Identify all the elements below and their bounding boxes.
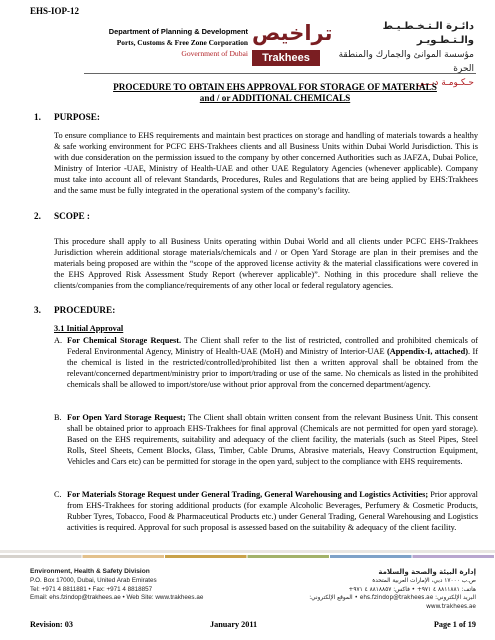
scope-text: This procedure shall apply to all Business Units operating within Dubai World and all clients under PCFC EHS-Trakhees Jurisdiction wherein additional storage materials/chemicals and / or Open Yard Storage are plan in their premises and the materials being proposed are within the “scope of the approved license activity & the material classifications were covered in the EHS Approved Risk Assessment Study Report (wherever applicable)”. Nothing in this procedure shall relieve the clients/companies from the compliance/requirements of any other local or federal regulatory agencies. [54,237,478,291]
item-lead: For Open Yard Storage Request; [67,413,186,422]
item-text: The Client shall refer to the list of restricted, controlled and prohibited chemicals of Federal Environmental Agency, Ministry of Health-UAE (MoH) and Ministry of Interior-UAE [67,336,479,357]
footer-division-name: Environment, Health & Safety Division [30,568,150,575]
footer-phone: Tel: +971 4 8811881 • Fax: +971 4 8818857 [30,585,153,593]
initial-approval-subheading: 3.1 Initial Approval [54,324,124,333]
footer-bar-segment [413,555,495,558]
appendix-reference: (Appendix-I, attached) [386,347,468,357]
footer-address-arabic: ص.ب ١٧٠٠٠ دبي، الإمارات العربية المتحدة [372,577,476,584]
department-name-arabic [324,20,474,90]
footer-address: P.O. Box 17000, Dubai, United Arab Emirates [30,576,157,584]
item-body [67,335,478,390]
footer-bar-band [0,550,495,553]
footer-bar-segment [330,555,412,558]
department-arabic-line-3: حـكـومـة دبـــي [416,78,474,88]
revision-date: January 2011 [210,620,258,629]
item-lead: For Materials Storage Request under General Trading, General Warehousing and Logistics Activities; [67,490,429,499]
purpose-heading-text: PURPOSE: [54,112,100,122]
trakhees-logo [252,20,333,72]
procedure-item-b [54,412,478,467]
document-id: EHS-IOP-12 [30,6,80,16]
procedure-number: 3. [34,305,41,315]
item-body [67,489,478,533]
procedure-item-c [54,489,478,533]
procedure-heading-text: PROCEDURE: [54,305,116,315]
department-name-english [88,26,248,59]
footer-color-bars [0,548,495,566]
procedure-heading [0,305,495,317]
scope-heading [0,211,495,223]
document-title [60,82,490,104]
department-line-1: Department of Planning & Development [108,27,248,36]
header-divider [84,73,476,74]
item-label: A. [54,336,63,345]
item-text: The Client shall obtain written consent from the relevant Business Unit. This consent shall be obtained prior to approach EHS-Trakhees for final approval (Chemicals are not permitted for open yard storage). Based on the EHS requirements, suitability and adequacy of the client facility, the materials (such as Steel Pipes, Steel Rolls, Steel Sheets, Cement Blocks, Glass, Timber, Cable Drums, Abrasive materials, Heavy Construction Equipment, Vehicles and Cars etc) can be permitted for storage in the open yard, subject to the compliance with EHS requirements. [67,413,478,467]
logo-english-text: Trakhees [252,50,320,66]
footer-bar-segment [248,555,330,558]
procedure-item-a [54,335,478,390]
page-number: Page 1 of 19 [433,620,476,629]
footer-bar-segment [165,555,247,558]
item-label: B. [54,413,62,422]
footer-bar-segment [0,555,82,558]
purpose-number: 1. [34,112,41,122]
item-text-continued: . If the chemical is listed in the restricted/controlled/prohibited list then a written approval shall be obtained from the relevant/concerned department/ministry prior to import/trading or use of the same. No chemicals as listed in the prohibited chemicals shall be allowed to import/store/use without prior approval from the concerned department/agency. [67,347,478,390]
footer-email-web-arabic: البريد الإلكتروني: ehs.fzindop@trakhees.ae • الموقع الإلكتروني: www.trakhees.ae [309,595,476,611]
footer-division-name-arabic: إدارة البيئة والصحة والسلامة [378,568,476,576]
purpose-text: To ensure compliance to EHS requirements and maintain best practices on storage and handling of materials towards a healthy & safe working environment for PCFC EHS-Trakhees clients and all Business Units within Dubai World Jurisdiction. This is with due consideration on the permission issued to the company by other concerned Authorities such as JAFZA, Dubai Police, Ministry of Interior -UAE, Ministry of Health-UAE and other UAE Regulatory Agencies (whenever applicable). Company must take into account all of relevant Standards, Procedures, Rules and Regulations that are being applied by EHS:Trakhees and the same must be fully integrated in the operational system of the company’s facility. [54,131,478,196]
item-label: C. [54,490,62,499]
scope-heading-text: SCOPE : [54,211,90,221]
title-line-2: and / or ADDITIONAL CHEMICALS [199,93,351,103]
footer-phone-arabic: هاتف: ٨٨١١٨٨١ ٤ ٩٧١+ • فاكس: ٨٨١٨٨٥٧ ٤ ٩٧١+ [348,586,476,593]
title-line-1: PROCEDURE TO OBTAIN EHS APPROVAL FOR STORAGE OF MATERIALS [113,82,437,92]
department-arabic-line-2: مؤسسة الموانئ والجمارك والمنطقة الحرة [338,50,474,74]
footer-contact-english [30,568,260,603]
footer-bar-segment [83,555,165,558]
department-line-2: Ports, Customs & Free Zone Corporation [116,38,248,47]
footer-email-web: Email: ehs.fzindop@trakhees.ae • Web Site: www.trakhees.ae [30,594,204,602]
logo-arabic-text: تراخيص [252,21,333,45]
footer-contact-arabic [262,568,476,612]
scope-number: 2. [34,211,41,221]
item-lead: For Chemical Storage Request. [67,336,182,345]
purpose-heading [0,112,495,124]
department-line-3: Government of Dubai [181,49,248,58]
revision-number: Revision: 03 [30,620,73,629]
item-text: Prior approval from EHS-Trakhees for storing additional products (for example Alcoholic Beverages, Perfumery & Cosmetic Products, Rubber Tyres, Tobacco, Food & Pharmaceutical Products etc.) under General Trading, General Warehousing and Logistics activities is required. Approval for such proposal is assessed based on the suitability & adequacy of the client facility. [67,490,478,533]
item-body [67,412,478,467]
department-arabic-line-1: دائـرة الـتـخـطـيـط والـتـطـويـر [382,21,474,46]
